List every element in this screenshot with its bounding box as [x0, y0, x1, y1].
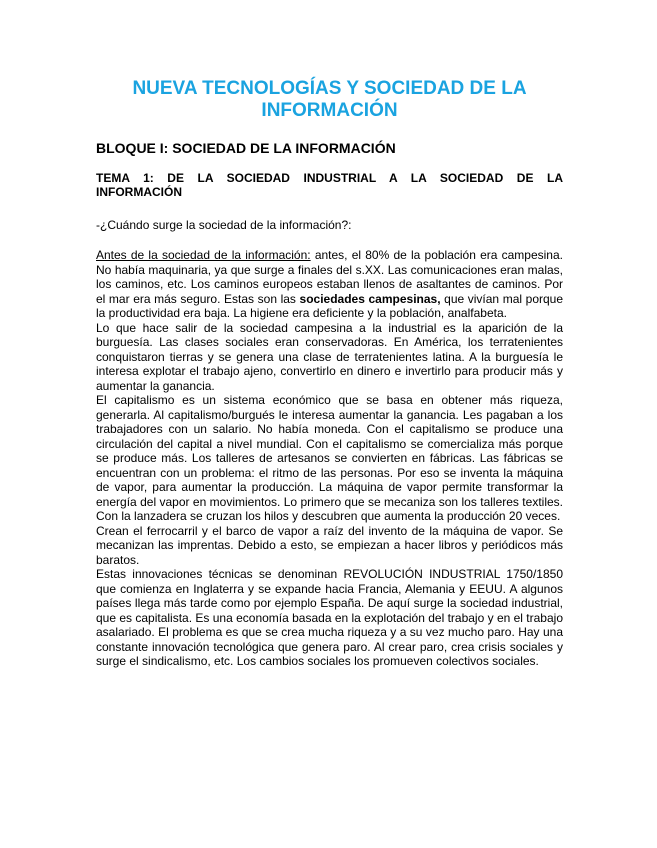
paragraph-1	[96, 248, 563, 321]
paragraph-4: Crean el ferrocarril y el barco de vapor a raíz del invento de la máquina de vapor. Se mecanizan las imprentas. Debido a esto, se empiezan a hacer libros y periódicos más baratos.	[96, 523, 563, 567]
paragraph-1-text-b: que vivían mal porque la productividad era baja. La higiene era deficiente y la población, analfabeta.	[96, 291, 564, 320]
paragraph-1-bold-term: sociedades campesinas,	[299, 291, 441, 306]
paragraph-1-text-a: antes, el 80% de la población era campesina. No había maquinaria, ya que surge a finales del s.XX. Las comunicaciones eran malas, los caminos, etc. Los caminos europeos estaban llenos de asaltantes de caminos. Por el mar era más seguro. Estas son las	[96, 248, 563, 306]
document-page	[96, 78, 563, 669]
intro-question: -¿Cuándo surge la sociedad de la información?:	[96, 218, 352, 232]
paragraph-5: Estas innovaciones técnicas se denominan REVOLUCIÓN INDUSTRIAL 1750/1850 que comienza en Inglaterra y se expande hacia Francia, Alemania y EEUU. A algunos países llega más tarde como por ejemplo España. De aquí surge la sociedad industrial, que es capitalista. Es una economía basada en la explotación del trabajo y en el trabajo asalariado. El problema es que se crea mucha riqueza y a su vez mucho paro. Hay una constante innovación tecnológica que genera paro. Al crear paro, crea crisis sociales y surge el sindicalismo, etc. Los cambios sociales los promueven colectivos sociales.	[96, 567, 563, 668]
topic-heading: TEMA 1: DE LA SOCIEDAD INDUSTRIAL A LA SOCIEDAD DE LA INFORMACIÓN	[96, 171, 563, 199]
paragraph-3: El capitalismo es un sistema económico que se basa en obtener más riqueza, generarla. Al capitalismo/burgués le interesa aumentar la ganancia. Les pagaban a los trabajadores con un salario. No había moneda. Con el capitalismo se produce una circulación del capital a nivel mundial. Con el capitalismo se comercializa más porque se produce más. Los talleres de artesanos se convierten en fábricas. Las fábricas se encuentran con un problema: el ritmo de las personas. Por eso se inventa la máquina de vapor, para aumentar la producción. La máquina de vapor permite transformar la energía del vapor en movimientos. Lo primero que se mecaniza son los talleres textiles. Con la lanzadera se cruzan los hilos y descubren que aumenta la producción 20 veces.	[96, 393, 563, 523]
paragraph-1-lead: Antes de la sociedad de la información:	[96, 248, 311, 262]
block-heading: BLOQUE I: SOCIEDAD DE LA INFORMACIÓN	[96, 140, 396, 156]
paragraph-2: Lo que hace salir de la sociedad campesina a la industrial es la aparición de la burguesía. Las clases sociales eran conservadoras. En América, los terratenientes conquistaron tierras y se genera una clase de terratenientes latina. A la burguesía le interesa explotar el trabajo ajeno, convertirlo en dinero e invertirlo para producir más y aumentar la ganancia.	[96, 320, 563, 393]
document-title: NUEVA TECNOLOGÍAS Y SOCIEDAD DE LA INFORMACIÓN	[132, 78, 527, 121]
